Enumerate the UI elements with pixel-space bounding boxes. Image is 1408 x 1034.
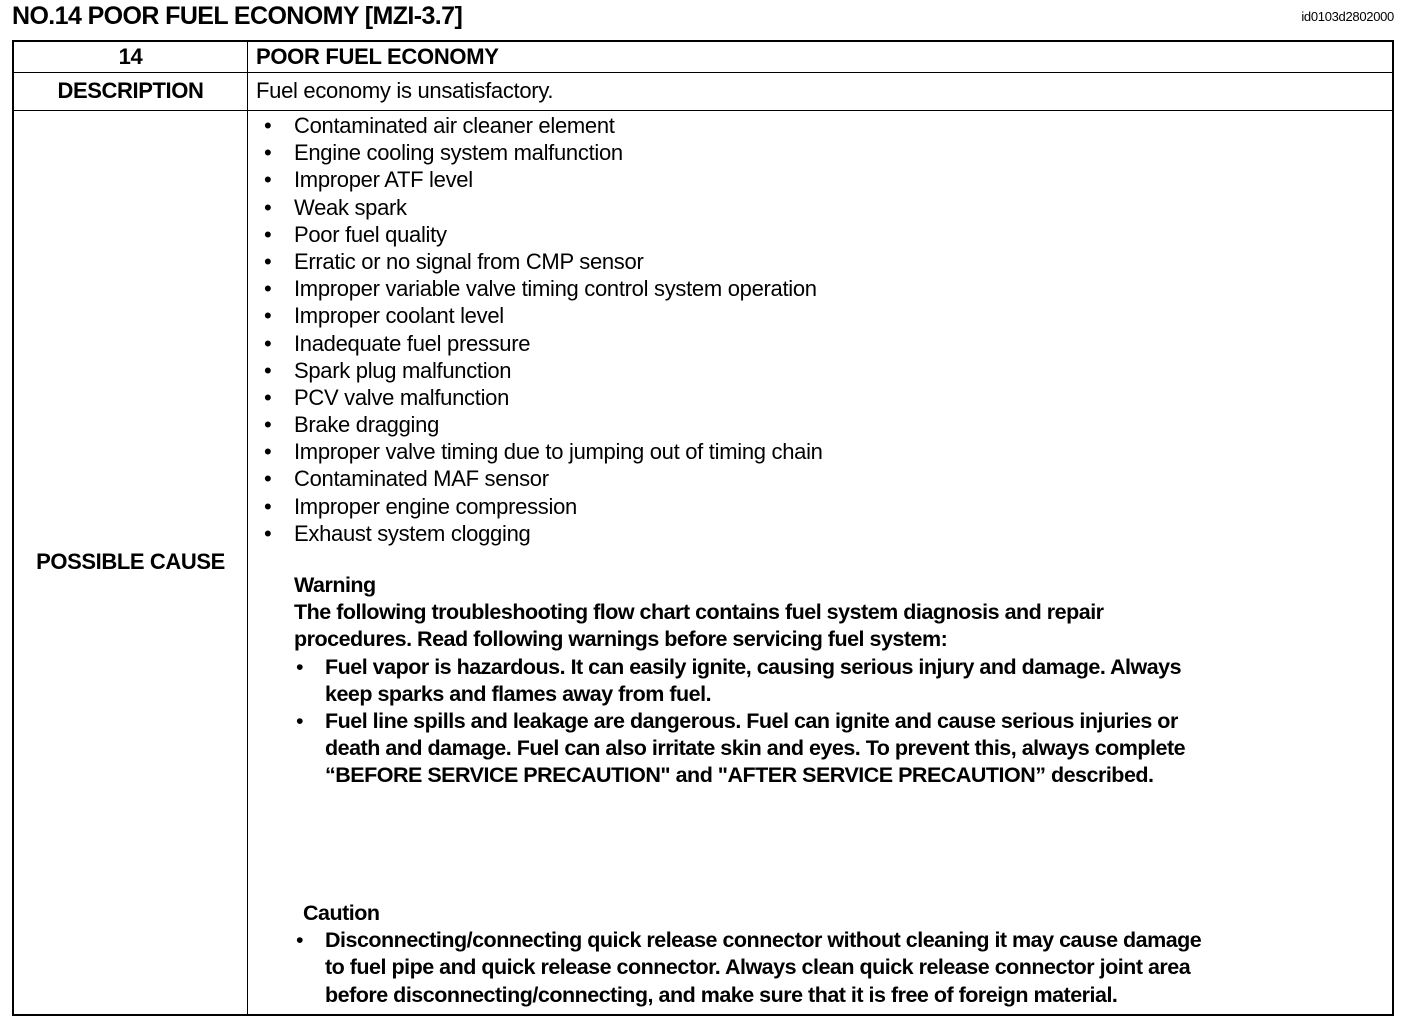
cause-item: • Erratic or no signal from CMP sensor	[248, 248, 823, 275]
cause-item: • Poor fuel quality	[248, 221, 823, 248]
cause-item: • Improper ATF level	[248, 166, 823, 193]
warning-bullet-cont: death and damage. Fuel can also irritate skin and eyes. To prevent this, always complete	[325, 736, 1186, 761]
row-value	[248, 110, 1392, 1014]
cause-item: • Contaminated air cleaner element	[248, 112, 823, 139]
table-row-number	[14, 42, 1392, 73]
caution-bullet-cont: to fuel pipe and quick release connector. Always clean quick release connector joint area	[325, 955, 1191, 980]
cause-item: • Improper coolant level	[248, 302, 823, 329]
cause-item: • Engine cooling system malfunction	[248, 139, 823, 166]
caution-bullet: • Disconnecting/connecting quick release connector without cleaning it may cause damage	[294, 927, 1201, 954]
cause-item: • Spark plug malfunction	[248, 357, 823, 384]
row-label: DESCRIPTION	[14, 72, 248, 110]
warning-intro-line: procedures. Read following warnings before servicing fuel system:	[294, 627, 948, 652]
document-id: id0103d2802000	[1301, 9, 1394, 24]
caution-heading: Caution	[303, 901, 380, 925]
cause-item: • Improper variable valve timing control system operation	[248, 275, 823, 302]
cause-item: • Weak spark	[248, 194, 823, 221]
warning-bullet-cont: “BEFORE SERVICE PRECAUTION" and "AFTER SERVICE PRECAUTION” described.	[325, 763, 1154, 788]
row-label: 14	[14, 42, 248, 72]
warning-block	[294, 572, 1185, 790]
row-value: POOR FUEL ECONOMY	[256, 44, 499, 69]
cause-list	[248, 112, 823, 547]
cause-item: • Brake dragging	[248, 411, 823, 438]
cause-item: • Exhaust system clogging	[248, 520, 823, 547]
cause-item: • Improper engine compression	[248, 493, 823, 520]
troubleshooting-table	[12, 40, 1394, 1016]
caution-block	[294, 900, 1201, 1009]
warning-heading: Warning	[294, 573, 376, 597]
cause-item: • Improper valve timing due to jumping out of timing chain	[248, 438, 823, 465]
warning-bullet: • Fuel vapor is hazardous. It can easily ignite, causing serious injury and damage. Always	[294, 654, 1185, 681]
row-label: POSSIBLE CAUSE	[14, 110, 248, 1014]
row-value: Fuel economy is unsatisfactory.	[256, 78, 554, 103]
table-row-description	[14, 72, 1392, 111]
page-title: NO.14 POOR FUEL ECONOMY [MZI-3.7]	[12, 2, 463, 30]
cause-item: • Inadequate fuel pressure	[248, 330, 823, 357]
warning-bullet-cont: keep sparks and flames away from fuel.	[325, 681, 712, 706]
table-row-possible-cause	[14, 110, 1392, 1014]
cause-item: • PCV valve malfunction	[248, 384, 823, 411]
warning-intro-line: The following troubleshooting flow chart contains fuel system diagnosis and repair	[294, 600, 1104, 625]
warning-bullet: • Fuel line spills and leakage are dangerous. Fuel can ignite and cause serious injuries or	[294, 708, 1185, 735]
caution-bullet-cont: before disconnecting/connecting, and make sure that it is free of foreign material.	[325, 982, 1118, 1007]
cause-item: • Contaminated MAF sensor	[248, 465, 823, 492]
